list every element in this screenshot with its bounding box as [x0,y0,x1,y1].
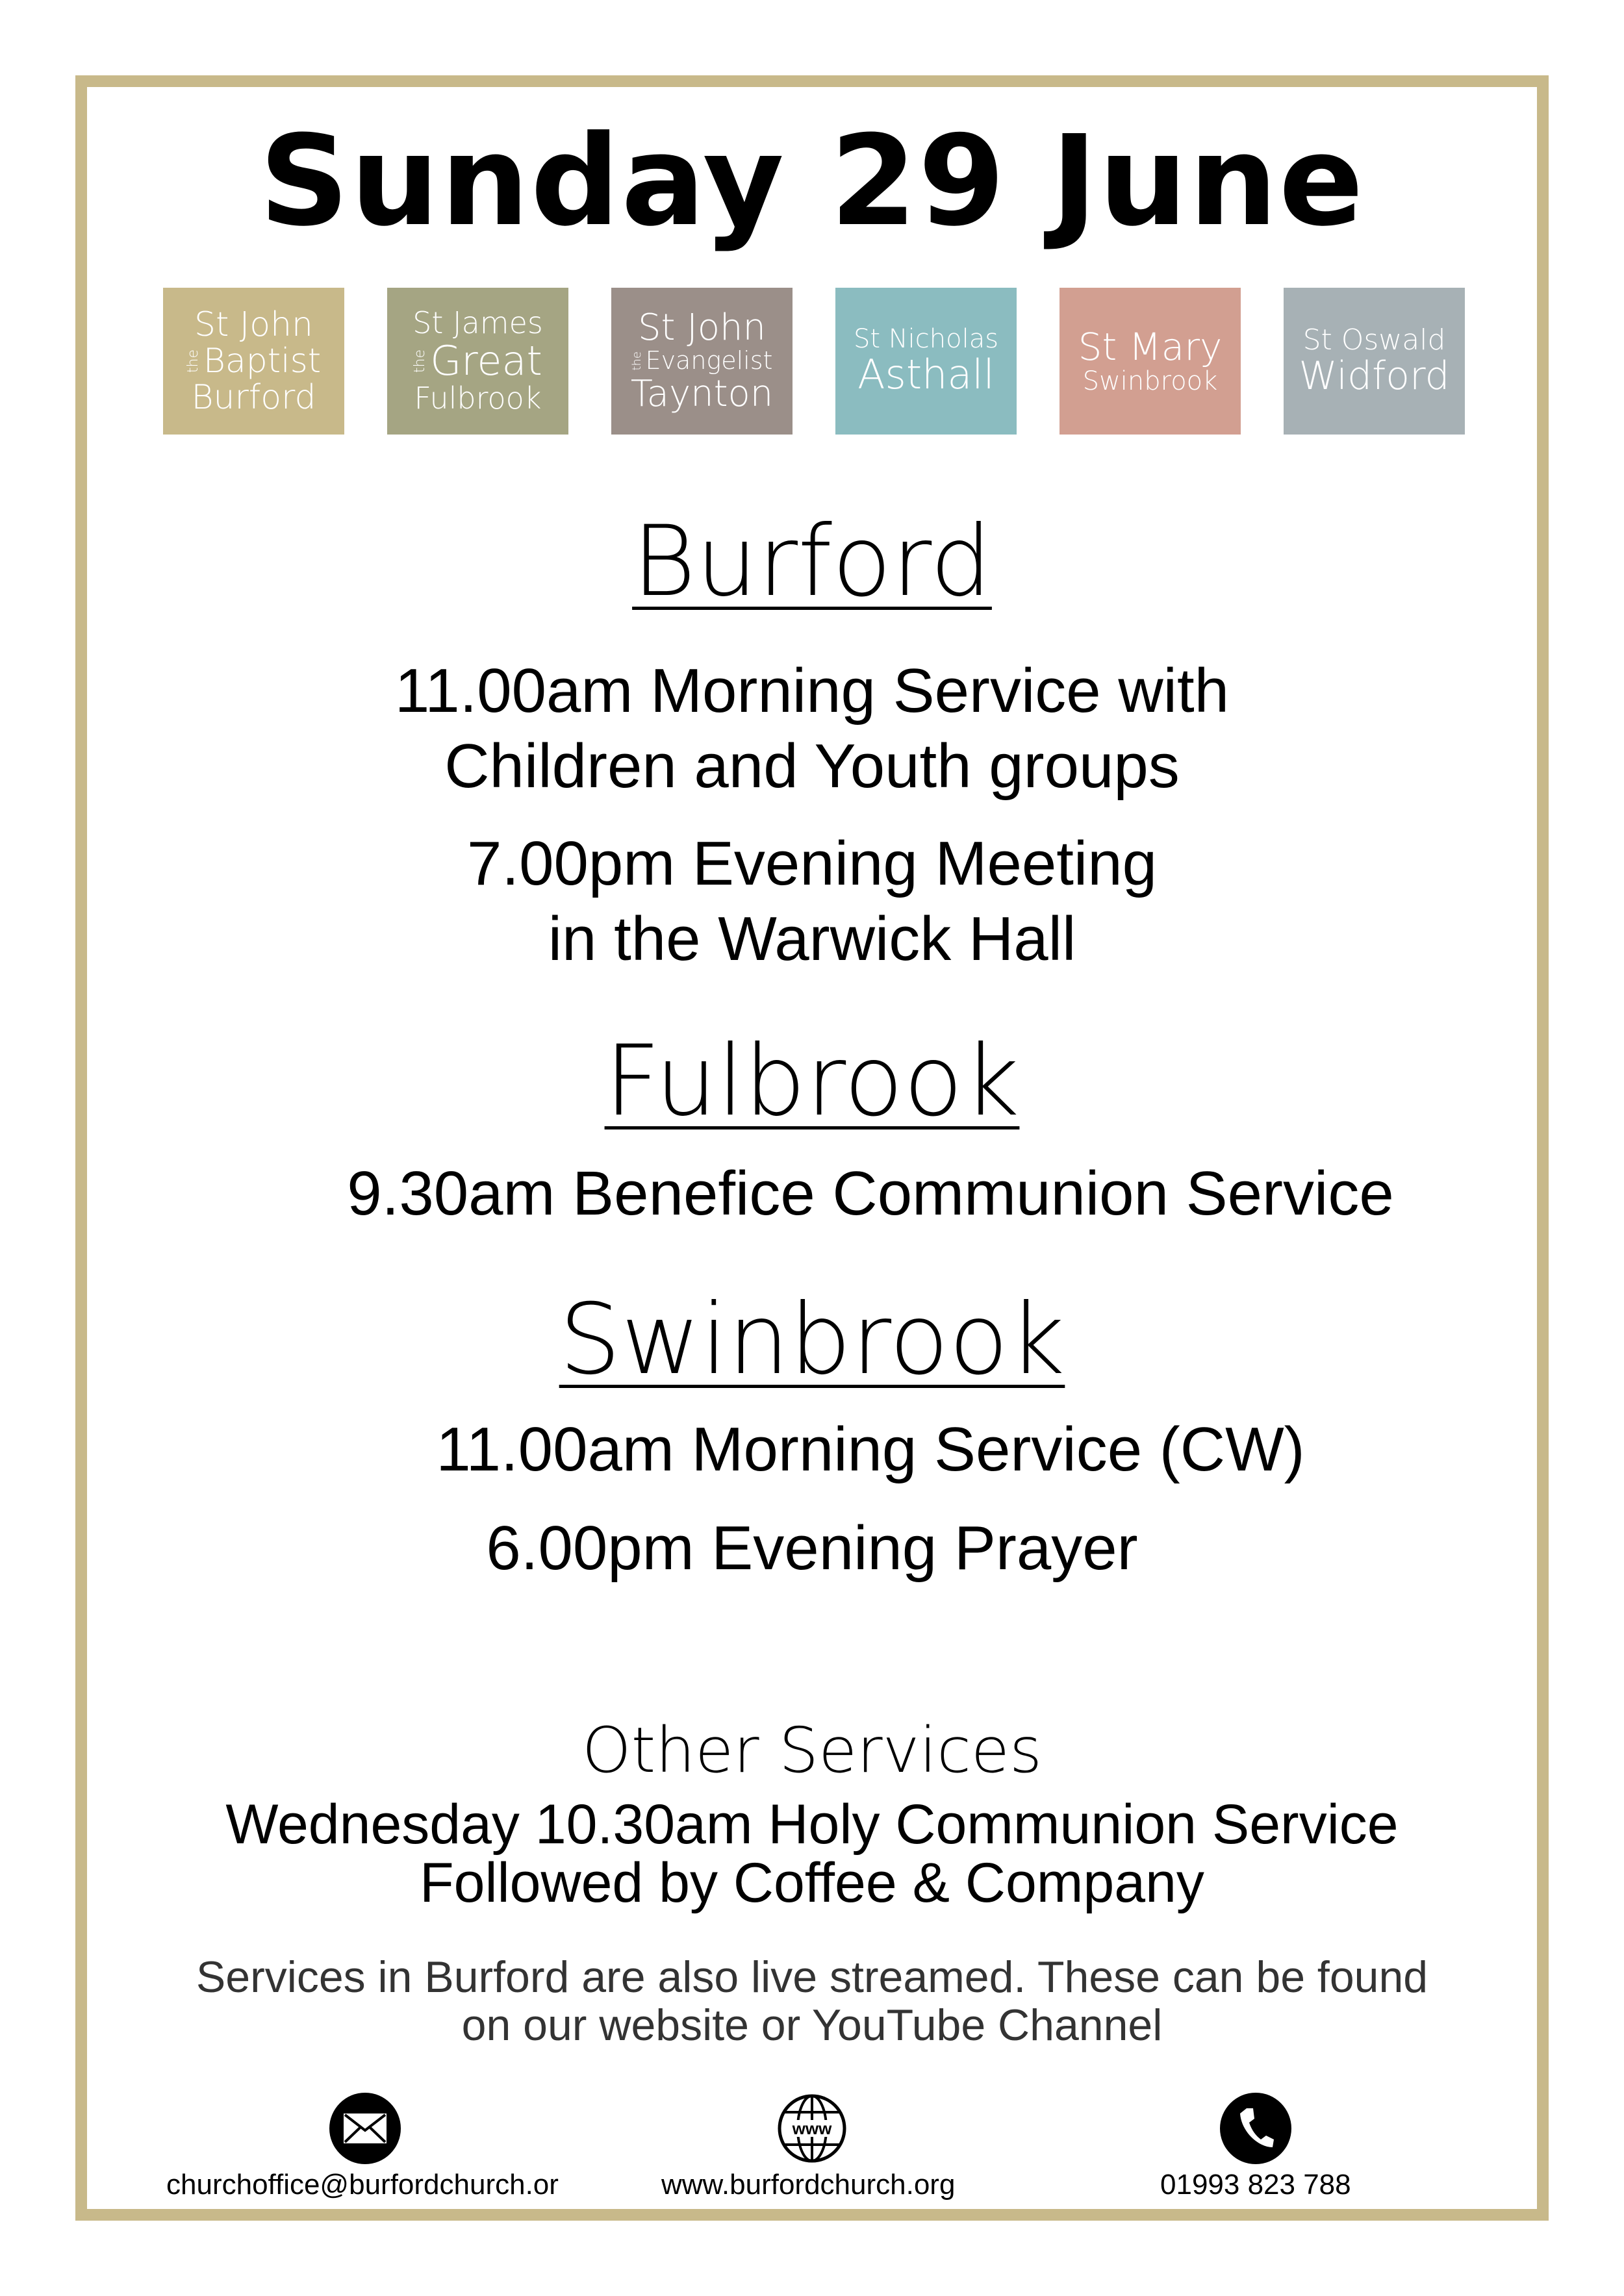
fulbrook-heading [0,1026,1624,1137]
church-tile-name: St Nicholas [853,323,999,354]
swinbrook-heading-text: Swinbrook [559,1283,1065,1396]
church-tile-st-john-evangelist-taynton [611,288,793,435]
phone-icon [1220,2093,1291,2164]
church-tile-place: Taynton [630,372,774,415]
church-tile-place: Swinbrook [1082,366,1218,396]
burford-heading [0,507,1624,617]
church-tile-the: the [184,349,201,373]
church-tile-dedication: Great [430,336,542,385]
other-services-line-1: Wednesday 10.30am Holy Communion Service [225,1793,1399,1856]
church-tile-name: St Mary [1078,325,1223,370]
contact-website[interactable]: www.burfordchurch.org [661,2169,956,2201]
other-services-line-2: Followed by Coffee & Company [420,1852,1204,1914]
church-tile-the: the [629,351,644,371]
livestream-note-line-1: Services in Burford are also live streamed. These can be found [196,1952,1428,2002]
church-tile-name: St Oswald [1302,323,1446,357]
church-tile-line2 [631,347,773,374]
burford-service-1-line-2: Children and Youth groups [444,731,1180,801]
fulbrook-service-1: 9.30am Benefice Communion Service [347,1159,1394,1228]
burford-heading-text: Burford [632,505,992,618]
church-tile-line2 [186,343,321,379]
www-glyph: www [792,2119,832,2138]
burford-service-2-line-1: 7.00pm Evening Meeting [467,829,1157,898]
phone-glyph [1236,2106,1275,2151]
church-tile-dedication: Baptist [203,341,322,381]
church-tile-name: St John [194,305,313,344]
swinbrook-service-1: 11.00am Morning Service (CW) [436,1415,1305,1484]
church-tile-st-oswald-widford [1284,288,1465,435]
burford-service-2-line-2: in the Warwick Hall [548,904,1076,974]
church-tile-place: Burford [191,378,316,418]
church-tile-name: St John [637,307,767,349]
envelope-icon [329,2093,401,2164]
church-tile-st-nicholas-asthall [835,288,1017,435]
swinbrook-service-2: 6.00pm Evening Prayer [486,1513,1138,1583]
church-tile-st-mary-swinbrook [1059,288,1241,435]
globe-www-icon [776,2093,848,2164]
livestream-note-line-2: on our website or YouTube Channel [461,2000,1163,2050]
church-tile-place: Asthall [857,351,995,399]
church-tile-place: Widford [1299,353,1450,399]
swinbrook-heading [0,1285,1624,1395]
church-tile-the: the [412,349,429,373]
envelope-glyph [342,2112,388,2145]
contact-email[interactable]: churchoffice@burfordchurch.or [166,2169,559,2201]
church-logos [163,288,1462,435]
church-tile-line2 [412,336,542,385]
church-tile-place: Fulbrook [414,381,542,416]
contact-phone[interactable]: 01993 823 788 [1160,2169,1351,2201]
other-services-heading: Other Services [582,1714,1042,1787]
globe-glyph [776,2093,848,2164]
church-tile-st-john-baptist-burford [163,288,344,435]
page-title: Sunday 29 June [259,109,1365,254]
fulbrook-heading-text: Fulbrook [604,1025,1020,1138]
church-tile-name: St James [412,305,543,340]
church-tile-st-james-great-fulbrook [387,288,568,435]
burford-service-1-line-1: 11.00am Morning Service with [394,656,1230,725]
church-tile-dedication: Evangelist [645,346,773,375]
